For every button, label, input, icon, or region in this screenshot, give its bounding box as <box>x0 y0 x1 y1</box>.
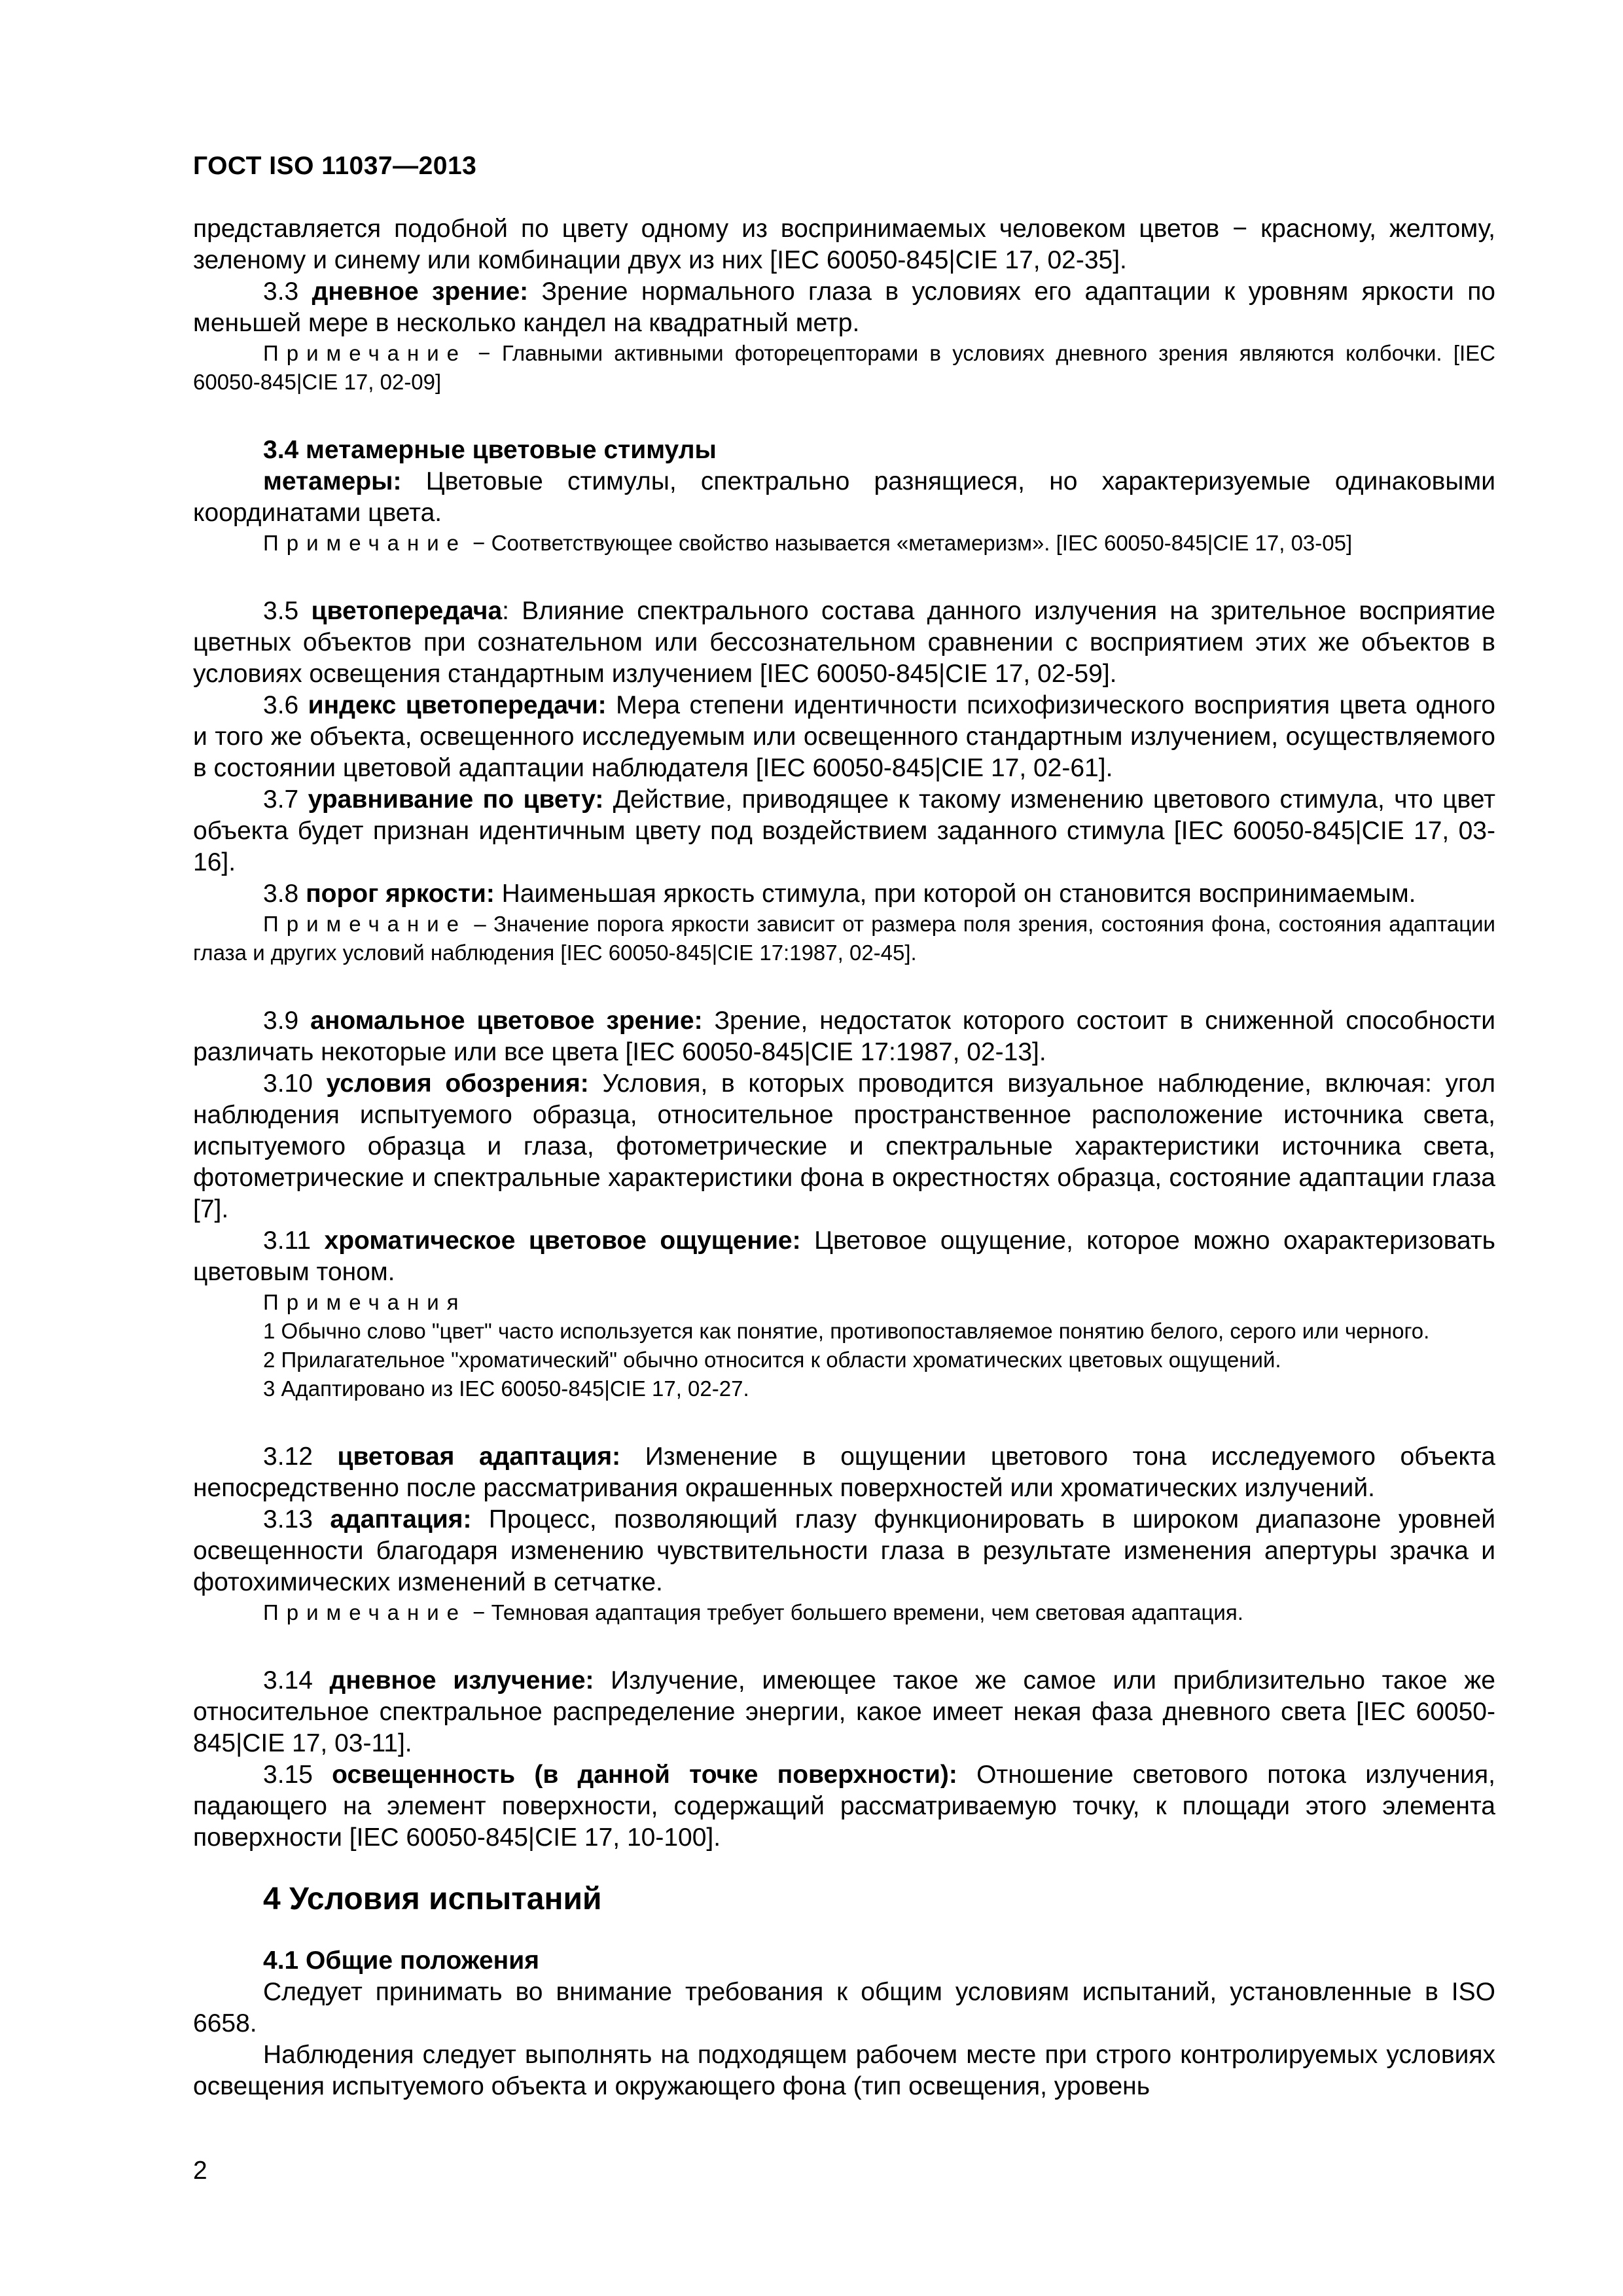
paragraph-text: Наименьшая яркость стимула, при которой он становится воспринимаемым. <box>494 880 1416 908</box>
paragraph-text: 3.13 <box>263 1505 330 1534</box>
note-text: – Значение порога яркости зависит от размера поля зрения, состояния фона, состояния адаптации глаза и других условий наблюдения [IEC 60050-845|CIE 17:1987, 02-45]. <box>193 912 1495 965</box>
note-label: Примечание <box>263 1600 467 1624</box>
paragraph-text: Отношение светового потока излучения, падающего на элемент поверхности, содержащий рассматриваемую точку, к площади этого элемента поверхности [IEC 60050-845|CIE 17, 10-100]. <box>193 1761 1495 1852</box>
document-header: ГОСТ ISO 11037—2013 <box>193 152 477 180</box>
note-label: Примечание <box>263 341 467 365</box>
paragraph-text: Цветовые стимулы, спектрально разнящиеся, но характеризуемые одинаковыми координатами цвета. <box>193 467 1495 527</box>
paragraph-text: 3.15 <box>263 1761 332 1789</box>
note <box>193 339 1495 397</box>
paragraph <box>193 2039 1495 2102</box>
term: условия обозрения: <box>326 1069 589 1098</box>
paragraph <box>193 1977 1495 2039</box>
note <box>193 910 1495 967</box>
spacer <box>193 1919 1495 1945</box>
spacer <box>193 1627 1495 1665</box>
term: аномальное цветовое зрение: <box>310 1007 703 1035</box>
term: освещенность (в данной точке поверхности): <box>332 1761 957 1789</box>
note-text: − Главными активными фоторецепторами в условиях дневного зрения являются колбочки. [IEC 60050-845|CIE 17, 02-09] <box>193 341 1495 394</box>
note <box>193 529 1495 558</box>
paragraph <box>193 1665 1495 1759</box>
paragraph <box>193 1441 1495 1504</box>
note-item: 1 Обычно слово "цвет" часто используется как понятие, противопоставляемое понятию белого, серого или черного. <box>263 1319 1430 1343</box>
paragraph-text: 3.7 <box>263 785 308 814</box>
term: уравнивание по цвету: <box>308 785 604 814</box>
subsection-heading: 4.1 Общие положения <box>263 1946 539 1975</box>
term: цветопередача <box>311 597 503 625</box>
paragraph <box>193 1005 1495 1068</box>
paragraph-text: 3.3 <box>263 278 312 306</box>
paragraph-text: 3.10 <box>263 1069 327 1098</box>
paragraph-text: Условия, в которых проводится визуальное наблюдение, включая: угол наблюдения испытуемого образца, относительное пространственное расположение источника света, испытуемого образца и глаза, фотометрические и спектральные характеристики источника света, фотометрические и спектральные характеристики фона в окрестностях образца, состояние адаптации глаза [7]. <box>193 1069 1496 1223</box>
note-text: − Соответствующее свойство называется «метамеризм». [IEC 60050-845|CIE 17, 03-05] <box>467 531 1353 555</box>
note <box>193 1288 1495 1317</box>
paragraph-text: 3.14 <box>263 1666 330 1695</box>
term: метамеры: <box>263 467 402 495</box>
paragraph-text: Наблюдения следует выполнять на подходящем рабочем месте при строго контролируемых условиях освещения испытуемого объекта и окружающего фона (тип освещения, уровень <box>193 2041 1495 2100</box>
paragraph-text: 3.9 <box>263 1007 311 1035</box>
term: индекс цветопередачи: <box>308 691 607 719</box>
paragraph-text: Зрение, недостаток которого состоит в сниженной способности различать некоторые или все цвета [IEC 60050-845|CIE 17:1987, 02-13]. <box>193 1007 1495 1066</box>
term: порог яркости: <box>306 880 495 908</box>
spacer <box>193 967 1495 1005</box>
paragraph-text: 3.11 <box>263 1227 325 1255</box>
term: хроматическое цветовое ощущение: <box>324 1227 801 1255</box>
paragraph <box>193 1225 1495 1288</box>
note-item: 2 Прилагательное "хроматический" обычно относится к области хроматических цветовых ощущений. <box>263 1348 1281 1372</box>
paragraph-text: Цветовое ощущение, которое можно охарактеризовать цветовым тоном. <box>193 1227 1495 1286</box>
spacer <box>193 558 1495 596</box>
spacer <box>193 397 1495 435</box>
paragraph <box>193 213 1495 276</box>
paragraph <box>193 276 1495 339</box>
paragraph <box>193 1759 1495 1854</box>
paragraph-text: Мера степени идентичности психофизического восприятия цвета одного и того же объекта, освещенного исследуемым или освещенного стандартным излучением, осуществляемого в состоянии цветовой адаптации наблюдателя [IEC 60050-845|CIE 17, 02-61]. <box>193 691 1496 782</box>
paragraph-text: 3.5 <box>263 597 312 625</box>
paragraph-text: 3.6 <box>263 691 308 719</box>
paragraph-text: Следует принимать во внимание требования к общим условиям испытаний, установленные в ISO 6658. <box>193 1978 1495 2037</box>
paragraph <box>193 690 1495 784</box>
note <box>193 1598 1495 1627</box>
paragraph-text: Зрение нормального глаза в условиях его адаптации к уровням яркости по меньшей мере в несколько кандел на квадратный метр. <box>193 278 1495 337</box>
document-body <box>193 213 1495 2102</box>
paragraph-text: Излучение, имеющее такое же самое или приблизительно такое же относительное спектральное распределение энергии, какое имеет некая фаза дневного света [IEC 60050-845|CIE 17, 03-11]. <box>193 1666 1495 1757</box>
paragraph <box>193 466 1495 529</box>
paragraph-text: : Влияние спектрального состава данного излучения на зрительное восприятие цветных объектов при сознательном или бессознательном сравнении с восприятием этих же объектов в условиях освещения стандартным излучением [IEC 60050-845|CIE 17, 02-59]. <box>193 597 1495 688</box>
spacer <box>193 1403 1495 1441</box>
paragraph <box>193 784 1495 878</box>
note-label: Примечание <box>263 531 467 555</box>
term: дневное зрение: <box>312 278 529 306</box>
note-item: 3 Адаптировано из IEC 60050-845|CIE 17, 02-27. <box>263 1376 749 1401</box>
paragraph <box>193 1504 1495 1598</box>
paragraph-text: 3.12 <box>263 1443 338 1471</box>
section-heading: 4 Условия испытаний <box>263 1882 602 1916</box>
note-label: Примечание <box>263 912 467 936</box>
paragraph-text: Действие, приводящее к такому изменению цветового стимула, что цвет объекта будет признан идентичным цвету под воздействием заданного стимула [IEC 60050-845|CIE 17, 03-16]. <box>193 785 1495 876</box>
page-number: 2 <box>193 2157 207 2185</box>
paragraph <box>193 1068 1495 1225</box>
paragraph-text: 3.8 <box>263 880 306 908</box>
paragraph <box>193 596 1495 690</box>
term: дневное излучение: <box>329 1666 594 1695</box>
spacer <box>193 1854 1495 1880</box>
paragraph <box>193 878 1495 910</box>
subsection-heading: 3.4 метамерные цветовые стимулы <box>263 436 717 464</box>
paragraph-text: Изменение в ощущении цветового тона исследуемого объекта непосредственно после рассматривания окрашенных поверхностей или хроматических излучений. <box>193 1443 1495 1502</box>
note-text: − Темновая адаптация требует большего времени, чем световая адаптация. <box>467 1600 1243 1624</box>
paragraph-text: представляется подобной по цвету одному из воспринимаемых человеком цветов − красному, желтому, зеленому и синему или комбинации двух из них [IEC 60050-845|CIE 17, 02-35]. <box>193 215 1495 274</box>
term: адаптация: <box>330 1505 472 1534</box>
note-label: Примечания <box>263 1290 467 1314</box>
term: цветовая адаптация: <box>337 1443 621 1471</box>
paragraph-text: Процесс, позволяющий глазу функционировать в широком диапазоне уровней освещенности благодаря изменению чувствительности глаза в результате изменения апертуры зрачка и фотохимических изменений в сетчатке. <box>193 1505 1495 1596</box>
